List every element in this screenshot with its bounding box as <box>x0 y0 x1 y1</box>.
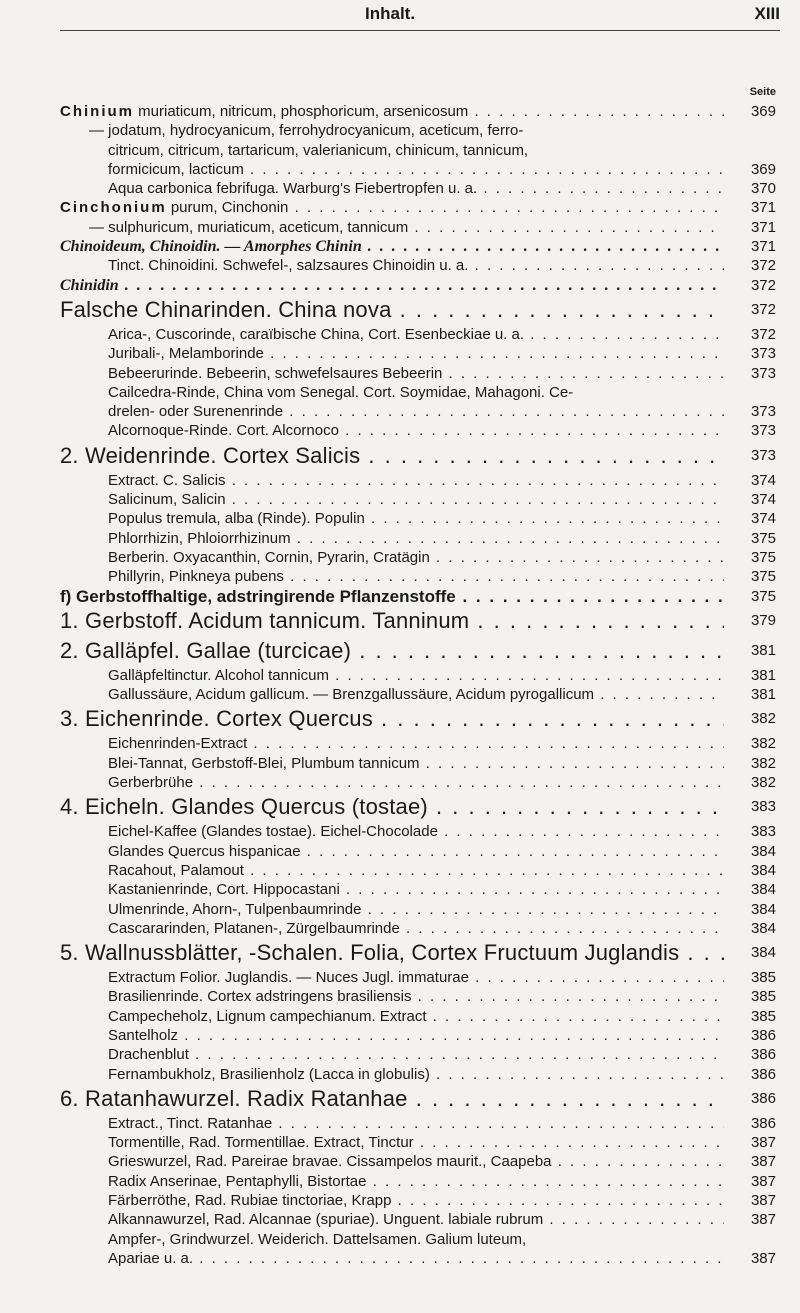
toc-entry <box>0 1045 800 1064</box>
toc-entry <box>0 636 800 666</box>
toc-entry-text: Racahout, Palamout <box>108 861 244 879</box>
toc-entry <box>0 734 800 753</box>
toc-entry <box>0 919 800 938</box>
toc-entry-page: 384 <box>750 881 776 899</box>
page-header <box>60 0 780 31</box>
toc-entry-page: 369 <box>750 160 776 178</box>
toc-entry-page: 375 <box>750 529 776 547</box>
page-title: Inhalt. <box>365 4 416 23</box>
toc-entry-title <box>60 102 724 121</box>
toc-entry-text: Fernambukholz, Brasilienholz (Lacca in globulis) <box>108 1065 430 1083</box>
toc-entry-text: Chinoideum, Chinoidin. — Amorphes Chinin <box>60 238 362 256</box>
toc-entry-title <box>108 987 724 1006</box>
toc-entry-title <box>108 734 724 753</box>
toc-entry-page: 382 <box>750 735 776 753</box>
toc-entry-title <box>108 548 724 567</box>
toc-entry <box>0 587 800 606</box>
toc-entry-title <box>108 490 724 509</box>
toc-entry-text: — jodatum, hydrocyanicum, ferrohydrocyanicum, aceticum, ferro- <box>89 122 524 140</box>
toc-entry-page: 373 <box>750 446 776 464</box>
toc-entry-text: Radix Anserinae, Pentaphylli, Bistortae <box>108 1172 367 1190</box>
toc-entry-page: 386 <box>750 1114 776 1132</box>
toc-entry-title <box>60 1084 724 1114</box>
toc-entry-text: formicicum, lacticum <box>108 160 244 178</box>
toc-entry-page: 387 <box>750 1172 776 1190</box>
toc-entry-text: f) Gerbstoffhaltige, adstringirende Pflanzenstoffe <box>60 586 456 606</box>
toc-entry <box>0 1230 800 1249</box>
toc-entry-title <box>108 364 724 383</box>
toc-entry-title <box>108 685 724 704</box>
toc-entry-text: Extract. C. Salicis <box>108 471 226 489</box>
toc-entry-text: Bebeerurinde. Bebeerin, schwefelsaures Bebeerin <box>108 364 443 382</box>
toc-entry-title <box>60 606 724 636</box>
toc-entry <box>0 1084 800 1114</box>
toc-entry <box>0 842 800 861</box>
toc-entry-title <box>108 344 724 363</box>
toc-entry-text: Apariae u. a. <box>108 1249 194 1267</box>
toc-entry-text: 6. Ratanhawurzel. Radix Ratanhae <box>60 1085 408 1111</box>
toc-entry <box>0 754 800 773</box>
toc-entry-page: 372 <box>750 325 776 343</box>
roman-page-number: XIII <box>754 4 780 23</box>
toc-entry-page: 381 <box>750 686 776 704</box>
toc-entry-text: Falsche Chinarinden. China nova <box>60 296 392 322</box>
toc-entry-text: Tormentille, Rad. Tormentillae. Extract, Tinctur <box>108 1134 414 1152</box>
toc-entry-title <box>108 754 724 773</box>
toc-entry-title <box>108 179 724 198</box>
toc-entry-page: 386 <box>750 1046 776 1064</box>
toc-entry-title <box>108 1065 724 1084</box>
toc-entry-text: Aqua carbonica febrifuga. Warburg's Fiebertropfen u. a. <box>108 180 478 198</box>
table-of-contents <box>0 102 800 1268</box>
toc-entry-title <box>108 1026 724 1045</box>
toc-entry <box>0 344 800 363</box>
toc-entry-title <box>108 880 724 899</box>
toc-entry <box>0 421 800 440</box>
toc-entry-title <box>60 636 724 666</box>
toc-entry-title <box>108 822 724 841</box>
toc-entry-page: 383 <box>750 823 776 841</box>
toc-entry-title <box>108 1007 724 1026</box>
toc-entry-page: 372 <box>750 300 776 318</box>
toc-entry <box>0 364 800 383</box>
toc-entry <box>0 685 800 704</box>
toc-entry-page: 384 <box>750 919 776 937</box>
toc-entry-text: Salicinum, Salicin <box>108 491 226 509</box>
toc-entry <box>0 490 800 509</box>
toc-entry-title <box>108 1210 724 1229</box>
toc-entry-title <box>108 141 724 160</box>
toc-entry-page: 375 <box>750 568 776 586</box>
toc-entry-title <box>108 1249 724 1268</box>
toc-entry-page: 382 <box>750 754 776 772</box>
toc-entry-page: 387 <box>750 1211 776 1229</box>
toc-entry-page: 385 <box>750 969 776 987</box>
toc-entry-text: Ampfer-, Grindwurzel. Weiderich. Dattelsamen. Galium luteum, <box>108 1230 527 1248</box>
toc-entry-page: 381 <box>750 641 776 659</box>
toc-entry-text: 1. Gerbstoff. Acidum tannicum. Tanninum <box>60 607 470 633</box>
toc-entry <box>0 160 800 179</box>
toc-entry-title <box>89 218 724 237</box>
toc-entry-text: Juribali-, Melamborinde <box>108 345 264 363</box>
toc-entry-title <box>108 160 724 179</box>
toc-entry-text: Phlorrhizin, Phloiorrhizinum <box>108 529 291 547</box>
toc-entry-title <box>60 792 724 822</box>
page-column-label: Seite <box>749 86 776 98</box>
toc-entry <box>0 1065 800 1084</box>
toc-entry-text: Santelholz <box>108 1026 179 1044</box>
toc-entry-text: Eichel-Kaffee (Glandes tostae). Eichel-Chocolade <box>108 823 438 841</box>
toc-entry-page: 372 <box>750 276 776 294</box>
toc-entry <box>0 1007 800 1026</box>
toc-entry <box>0 471 800 490</box>
toc-entry-page: 373 <box>750 364 776 382</box>
toc-entry-page: 379 <box>750 611 776 629</box>
toc-entry-title <box>60 295 724 325</box>
toc-entry-text: Grieswurzel, Rad. Pareirae bravae. Cissampelos maurit., Caapeba <box>108 1153 552 1171</box>
toc-entry <box>0 880 800 899</box>
toc-entry <box>0 121 800 140</box>
toc-entry-page: 382 <box>750 710 776 728</box>
toc-entry-page: 373 <box>750 422 776 440</box>
toc-entry-page: 387 <box>750 1134 776 1152</box>
toc-entry-page: 375 <box>750 548 776 566</box>
toc-entry-title <box>108 666 724 685</box>
toc-entry <box>0 256 800 275</box>
toc-entry-text: purum, Cinchonin <box>166 199 289 217</box>
toc-entry-title <box>108 471 724 490</box>
toc-entry <box>0 441 800 471</box>
toc-entry-text: Blei-Tannat, Gerbstoff-Blei, Plumbum tannicum <box>108 754 420 772</box>
toc-entry-page: 387 <box>750 1249 776 1267</box>
toc-entry <box>0 1114 800 1133</box>
toc-entry-title <box>108 861 724 880</box>
toc-entry-title <box>108 1172 724 1191</box>
toc-entry-page: 374 <box>750 471 776 489</box>
toc-entry-page: 371 <box>750 218 776 236</box>
toc-entry-page: 382 <box>750 774 776 792</box>
toc-entry-text: Berberin. Oxyacanthin, Cornin, Pyrarin, Cratägin <box>108 548 430 566</box>
toc-entry-text: Chinidin <box>60 276 119 294</box>
toc-entry-title <box>108 567 724 586</box>
toc-entry-title <box>60 938 724 968</box>
toc-entry <box>0 548 800 567</box>
toc-entry-title <box>60 587 724 606</box>
toc-entry-text: Alcornoque-Rinde. Cort. Alcornoco <box>108 422 339 440</box>
toc-entry-page: 387 <box>750 1153 776 1171</box>
toc-entry <box>0 237 800 256</box>
toc-entry <box>0 509 800 528</box>
toc-entry-page: 384 <box>750 842 776 860</box>
toc-entry <box>0 1210 800 1229</box>
toc-entry-text: Alkannawurzel, Rad. Alcannae (spuriae). Unguent. labiale rubrum <box>108 1211 544 1229</box>
toc-entry-page: 373 <box>750 403 776 421</box>
toc-entry <box>0 938 800 968</box>
toc-entry-title <box>108 509 724 528</box>
toc-entry-title <box>108 773 724 792</box>
toc-entry <box>0 792 800 822</box>
toc-entry <box>0 179 800 198</box>
toc-entry-title <box>108 968 724 987</box>
toc-entry <box>0 325 800 344</box>
toc-entry <box>0 1152 800 1171</box>
toc-entry-text: Glandes Quercus hispanicae <box>108 842 301 860</box>
toc-entry-text: 2. Weidenrinde. Cortex Salicis <box>60 442 361 468</box>
toc-entry-title <box>108 919 724 938</box>
toc-entry-title <box>108 421 724 440</box>
toc-entry-text: Kastanienrinde, Cort. Hippocastani <box>108 881 340 899</box>
toc-entry-page: 371 <box>750 199 776 217</box>
toc-entry-title <box>108 325 724 344</box>
toc-entry <box>0 773 800 792</box>
toc-entry-title <box>60 237 724 256</box>
toc-entry-text: 3. Eichenrinde. Cortex Quercus <box>60 706 373 732</box>
toc-entry-page: 384 <box>750 861 776 879</box>
toc-entry-title <box>108 900 724 919</box>
toc-entry <box>0 900 800 919</box>
toc-entry-title <box>60 441 724 471</box>
toc-entry-text: Extract., Tinct. Ratanhae <box>108 1114 273 1132</box>
toc-entry-page: 371 <box>750 238 776 256</box>
toc-entry-text: Extractum Folior. Juglandis. — Nuces Jugl. immaturae <box>108 969 469 987</box>
toc-entry <box>0 987 800 1006</box>
toc-entry-title <box>108 402 724 421</box>
toc-entry-page: 381 <box>750 666 776 684</box>
toc-entry-text: Eichenrinden-Extract <box>108 735 248 753</box>
toc-entry-text: Gerberbrühe <box>108 774 194 792</box>
toc-entry-page: 369 <box>750 103 776 120</box>
toc-entry-text: muriaticum, nitricum, phosphoricum, arsenicosum <box>134 103 469 120</box>
toc-entry-text: Tinct. Chinoidini. Schwefel-, salzsaures Chinoidin u. a. <box>108 257 469 275</box>
toc-entry <box>0 1026 800 1045</box>
toc-entry <box>0 383 800 402</box>
toc-entry-text: Gallussäure, Acidum gallicum. — Brenzgallussäure, Acidum pyrogallicum <box>108 686 595 704</box>
toc-entry <box>0 666 800 685</box>
toc-entry <box>0 1172 800 1191</box>
toc-entry-page: 384 <box>750 900 776 918</box>
toc-entry <box>0 218 800 237</box>
toc-entry-title <box>60 704 724 734</box>
toc-entry-text: — sulphuricum, muriaticum, aceticum, tannicum <box>89 218 409 236</box>
toc-entry-title <box>108 256 724 275</box>
toc-entry-text: Brasilienrinde. Cortex adstringens brasiliensis <box>108 988 412 1006</box>
toc-entry-title <box>108 1114 724 1133</box>
toc-entry <box>0 102 800 121</box>
toc-entry <box>0 198 800 217</box>
toc-entry-text: Populus tremula, alba (Rinde). Populin <box>108 510 365 528</box>
toc-entry-page: 383 <box>750 798 776 816</box>
toc-entry-title <box>89 121 724 140</box>
toc-entry-text: 4. Eicheln. Glandes Quercus (tostae) <box>60 794 428 820</box>
toc-entry-lead: Cinchonium <box>60 199 167 217</box>
toc-entry-text: Campecheholz, Lignum campechianum. Extract <box>108 1007 427 1025</box>
toc-entry-text: Arica-, Cuscorinde, caraïbische China, Cort. Esenbeckiae u. a. <box>108 325 525 343</box>
toc-entry-text: Galläpfeltinctur. Alcohol tannicum <box>108 666 329 684</box>
toc-entry-title <box>108 842 724 861</box>
toc-entry-page: 373 <box>750 345 776 363</box>
toc-entry-title <box>108 1133 724 1152</box>
toc-entry-page: 386 <box>750 1065 776 1083</box>
toc-entry-title <box>108 1045 724 1064</box>
toc-entry-title <box>60 198 724 217</box>
toc-entry <box>0 276 800 295</box>
toc-entry-text: citricum, citricum, tartaricum, valerianicum, chinicum, tannicum, <box>108 141 529 159</box>
toc-entry-page: 374 <box>750 491 776 509</box>
toc-entry-page: 384 <box>750 944 776 962</box>
toc-entry <box>0 861 800 880</box>
toc-entry-page: 370 <box>750 180 776 198</box>
toc-entry <box>0 1133 800 1152</box>
toc-entry-text: 5. Wallnussblätter, -Schalen. Folia, Cortex Fructuum Juglandis <box>60 940 680 966</box>
toc-entry <box>0 1249 800 1268</box>
toc-entry-page: 385 <box>750 1007 776 1025</box>
toc-entry <box>0 822 800 841</box>
toc-entry-page: 386 <box>750 1089 776 1107</box>
toc-entry-text: 2. Galläpfel. Gallae (turcicae) <box>60 637 352 663</box>
toc-entry <box>0 606 800 636</box>
toc-entry-page: 374 <box>750 510 776 528</box>
toc-entry-text: drelen- oder Surenenrinde <box>108 403 284 421</box>
toc-entry-page: 375 <box>750 587 776 605</box>
toc-entry-text: Färberröthe, Rad. Rubiae tinctoriae, Krapp <box>108 1192 392 1210</box>
toc-entry-title <box>108 383 724 402</box>
toc-entry-title <box>108 1230 724 1249</box>
toc-entry-lead: Chinium <box>60 103 134 120</box>
toc-entry <box>0 141 800 160</box>
toc-entry-page: 386 <box>750 1026 776 1044</box>
toc-entry-text: Ulmenrinde, Ahorn-, Tulpenbaumrinde <box>108 900 362 918</box>
toc-entry-text: Phillyrin, Pinkneya pubens <box>108 568 284 586</box>
toc-entry <box>0 567 800 586</box>
toc-entry <box>0 704 800 734</box>
toc-entry-title <box>108 1191 724 1210</box>
toc-entry-text: Drachenblut <box>108 1046 189 1064</box>
toc-entry-page: 385 <box>750 988 776 1006</box>
toc-entry <box>0 968 800 987</box>
toc-entry <box>0 529 800 548</box>
toc-entry <box>0 1191 800 1210</box>
toc-entry <box>0 402 800 421</box>
toc-entry-title <box>60 276 724 295</box>
toc-entry-title <box>108 1152 724 1171</box>
toc-entry-text: Cailcedra-Rinde, China vom Senegal. Cort. Soymidae, Mahagoni. Ce- <box>108 383 574 401</box>
toc-entry <box>0 295 800 325</box>
toc-entry-page: 387 <box>750 1192 776 1210</box>
toc-entry-title <box>108 529 724 548</box>
toc-entry-page: 372 <box>750 257 776 275</box>
toc-entry-text: Cascararinden, Platanen-, Zürgelbaumrinde <box>108 919 400 937</box>
